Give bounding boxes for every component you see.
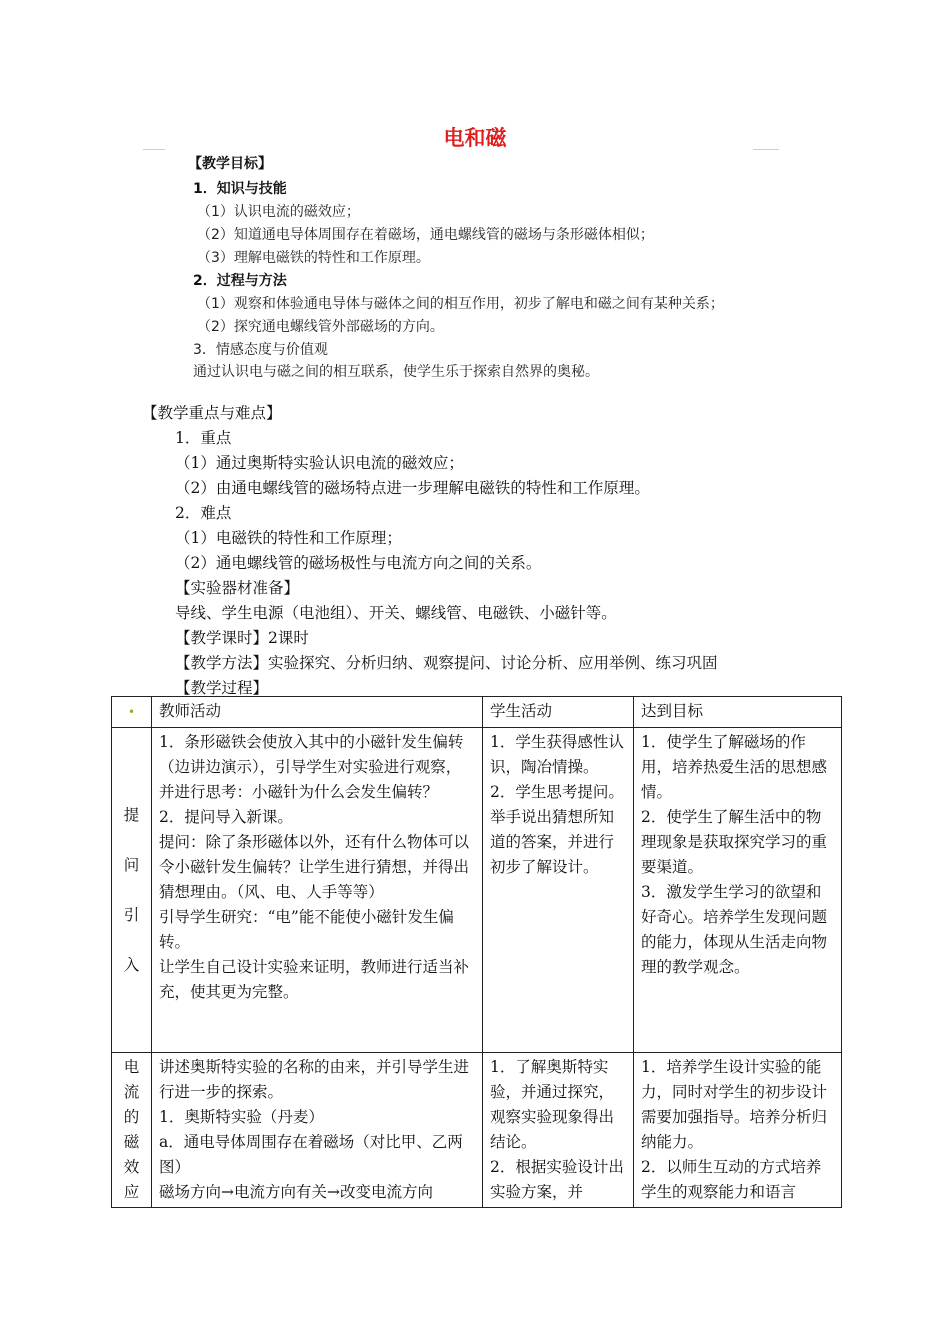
hours-line: [175, 626, 309, 648]
methods-line: [175, 651, 718, 673]
stage-char: 电: [123, 1058, 140, 1076]
paragraph: 让学生自己设计实验来证明，教师进行适当补充，使其更为完整。: [159, 958, 470, 1001]
header-goal: 达到目标: [634, 697, 842, 728]
page-title: 电和磁: [443, 126, 507, 150]
paragraph: 提问：除了条形磁体以外，还有什么物体可以令小磁针发生偏转？让学生进行猜想，并得出猜想理由。（风、电、人手等等）: [159, 833, 470, 901]
methods-text: 实验探究、分析归纳、观察提问、讨论分析、应用举例、练习巩固: [268, 654, 718, 672]
paragraph: 2．提问导入新课。: [159, 808, 293, 826]
paragraph: 1．奥斯特实验（丹麦）: [159, 1108, 324, 1126]
paragraph: 1．培养学生设计实验的能力，同时对学生的初步设计需要加强指导。培养分析归纳能力。: [641, 1058, 828, 1151]
focus-diff-title: 2．难点: [175, 504, 232, 522]
objectives-s2-item: （1）观察和体验通电导体与磁体之间的相互作用，初步了解电和磁之间有某种关系；: [197, 296, 724, 312]
paragraph: 2．使学生了解生活中的物理现象是获取探究学习的重要渠道。: [641, 808, 828, 876]
row-stage-magnetic-effect: [112, 1053, 152, 1208]
student-activity: [483, 728, 634, 1053]
teacher-activity: [152, 728, 483, 1053]
equipment-heading: 【实验器材准备】: [175, 579, 300, 597]
goal-cell: [634, 1053, 842, 1208]
objectives-s1-title: 1．知识与技能: [193, 181, 287, 197]
paragraph: 讲述奥斯特实验的名称的由来，并引导学生进行进一步的探索。: [159, 1058, 470, 1101]
hours-heading: 【教学课时】: [175, 629, 269, 647]
focus-key-item: （2）由通电螺线管的磁场特点进一步理解电磁铁的特性和工作原理。: [175, 479, 650, 497]
objectives-s2-item: （2）探究通电螺线管外部磁场的方向。: [197, 319, 444, 335]
objectives-heading: 【教学目标】: [188, 156, 272, 172]
header-corner: [112, 697, 152, 728]
row-stage-intro: [112, 728, 152, 1053]
hours-text: 2课时: [268, 629, 309, 647]
objectives-s2-title: 2．过程与方法: [193, 273, 287, 289]
paragraph: 1．使学生了解磁场的作用，培养热爱生活的思想感情。: [641, 733, 828, 801]
title-rule-left: [143, 149, 165, 150]
equipment-text: 导线、学生电源（电池组）、开关、螺线管、电磁铁、小磁针等。: [175, 604, 617, 622]
paragraph: 2．学生思考提问。举手说出猜想所知道的答案，并进行初步了解设计。: [490, 783, 624, 876]
stage-char: 流: [123, 1083, 140, 1101]
table-row: [112, 728, 842, 1053]
paragraph: a．通电导体周围存在着磁场（对比甲、乙两图）: [159, 1133, 463, 1176]
methods-heading: 【教学方法】: [175, 654, 269, 672]
teacher-activity: [152, 1053, 483, 1208]
objectives-s1-item: （1）认识电流的磁效应；: [197, 204, 360, 220]
header-teacher: 教师活动: [152, 697, 483, 728]
table-header-row: [112, 697, 842, 728]
stage-char: 应: [123, 1183, 140, 1201]
paragraph: 2．根据实验设计出实验方案，并: [490, 1158, 624, 1201]
stage-char: 的: [123, 1108, 140, 1126]
paragraph: 2．以师生互动的方式培养学生的观察能力和语言: [641, 1158, 822, 1201]
process-heading: 【教学过程】: [175, 679, 269, 697]
objectives-s1-item: （2）知道通电导体周围存在着磁场，通电螺线管的磁场与条形磁体相似；: [197, 227, 654, 243]
objectives-s1-item: （3）理解电磁铁的特性和工作原理。: [197, 250, 430, 266]
stage-char: 效: [123, 1158, 140, 1176]
paragraph: 1．学生获得感性认识，陶冶情操。: [490, 733, 624, 776]
paragraph: 3．激发学生学习的欲望和好奇心。培养学生发现问题的能力，体现从生活走向物理的教学观念。: [641, 883, 828, 976]
stage-char: 磁: [123, 1133, 140, 1151]
goal-cell: [634, 728, 842, 1053]
stage-char: 引: [123, 905, 140, 924]
focus-diff-item: （1）电磁铁的特性和工作原理；: [175, 529, 402, 547]
focus-key-title: 1．重点: [175, 429, 232, 447]
paragraph: 1．条形磁铁会使放入其中的小磁针发生偏转（边讲边演示），引导学生对实验进行观察，并进行思考：小磁针为什么会发生偏转？: [159, 733, 464, 801]
stage-char: 入: [123, 955, 140, 974]
table-row: [112, 1053, 842, 1208]
paragraph: 磁场方向→电流方向有关→改变电流方向: [159, 1183, 433, 1201]
focus-heading: 【教学重点与难点】: [142, 404, 282, 422]
stage-char: 问: [123, 855, 140, 874]
corner-dot: •: [127, 705, 136, 719]
focus-key-item: （1）通过奥斯特实验认识电流的磁效应；: [175, 454, 464, 472]
objectives-s3-title: 3．情感态度与价值观: [193, 342, 328, 358]
stage-char: 提: [123, 805, 140, 824]
focus-diff-item: （2）通电螺线管的磁场极性与电流方向之间的关系。: [175, 554, 542, 572]
header-student: 学生活动: [483, 697, 634, 728]
title-rule-right: [753, 149, 779, 150]
objectives-s3-text: 通过认识电与磁之间的相互联系，使学生乐于探索自然界的奥秘。: [193, 364, 599, 380]
paragraph: 1．了解奥斯特实验，并通过探究，观察实验现象得出结论。: [490, 1058, 615, 1151]
process-table: [111, 696, 842, 1208]
student-activity: [483, 1053, 634, 1208]
paragraph: 引导学生研究：“电”能不能使小磁针发生偏转。: [159, 908, 454, 951]
